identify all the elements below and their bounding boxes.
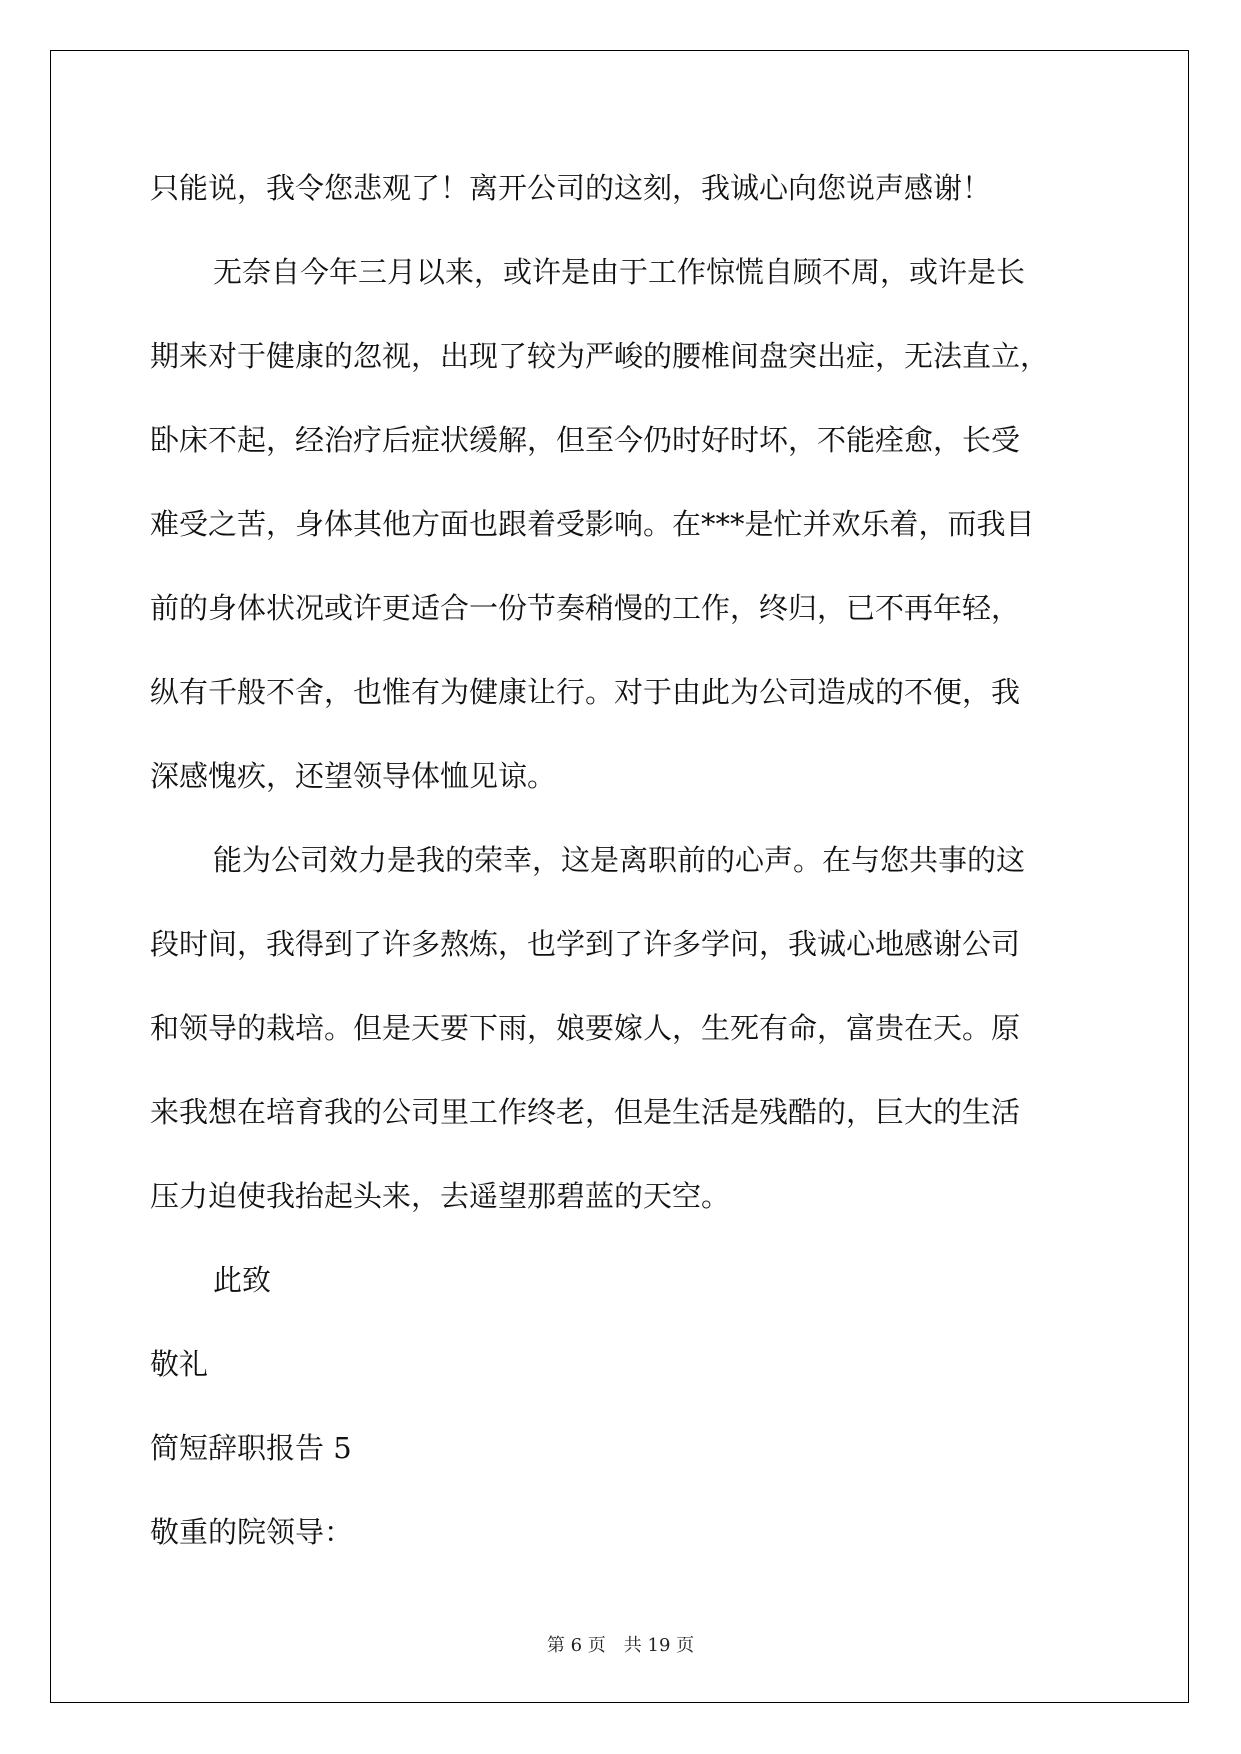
text-line: 压力迫使我抬起头来，去遥望那碧蓝的天空。 xyxy=(150,1179,731,1213)
text-line: 和领导的栽培。但是天要下雨，娘要嫁人，生死有命，富贵在天。原 xyxy=(150,1011,1021,1045)
closing-salutation: 此致 xyxy=(213,1263,272,1297)
text-line: 只能说，我令您悲观了！离开公司的这刻，我诚心向您说声感谢！ xyxy=(150,171,992,205)
text-line: 前的身体状况或许更适合一份节奏稍慢的工作，终归，已不再年轻， xyxy=(150,591,1021,625)
page-number: 第 6 页 共 19 页 xyxy=(546,1635,695,1656)
greeting: 敬重的院领导： xyxy=(150,1515,354,1549)
text-line: 段时间，我得到了许多熬炼，也学到了许多学问，我诚心地感谢公司 xyxy=(150,927,1021,961)
text-line: 能为公司效力是我的荣幸，这是离职前的心声。在与您共事的这 xyxy=(213,843,1026,877)
closing-regards: 敬礼 xyxy=(150,1347,209,1381)
text-line: 难受之苦，身体其他方面也跟着受影响。在***是忙并欢乐着，而我目 xyxy=(150,507,1035,541)
text-line: 纵有千般不舍，也惟有为健康让行。对于由此为公司造成的不便，我 xyxy=(150,675,1021,709)
text-line: 来我想在培育我的公司里工作终老，但是生活是残酷的，巨大的生活 xyxy=(150,1095,1021,1129)
text-line: 深感愧疚，还望领导体恤见谅。 xyxy=(150,759,557,793)
text-line: 期来对于健康的忽视，出现了较为严峻的腰椎间盘突出症，无法直立， xyxy=(150,339,1050,373)
text-line: 无奈自今年三月以来，或许是由于工作惊慌自顾不周，或许是长 xyxy=(213,255,1026,289)
section-title: 简短辞职报告 5 xyxy=(150,1431,352,1465)
text-line: 卧床不起，经治疗后症状缓解，但至今仍时好时坏，不能痊愈，长受 xyxy=(150,423,1021,457)
